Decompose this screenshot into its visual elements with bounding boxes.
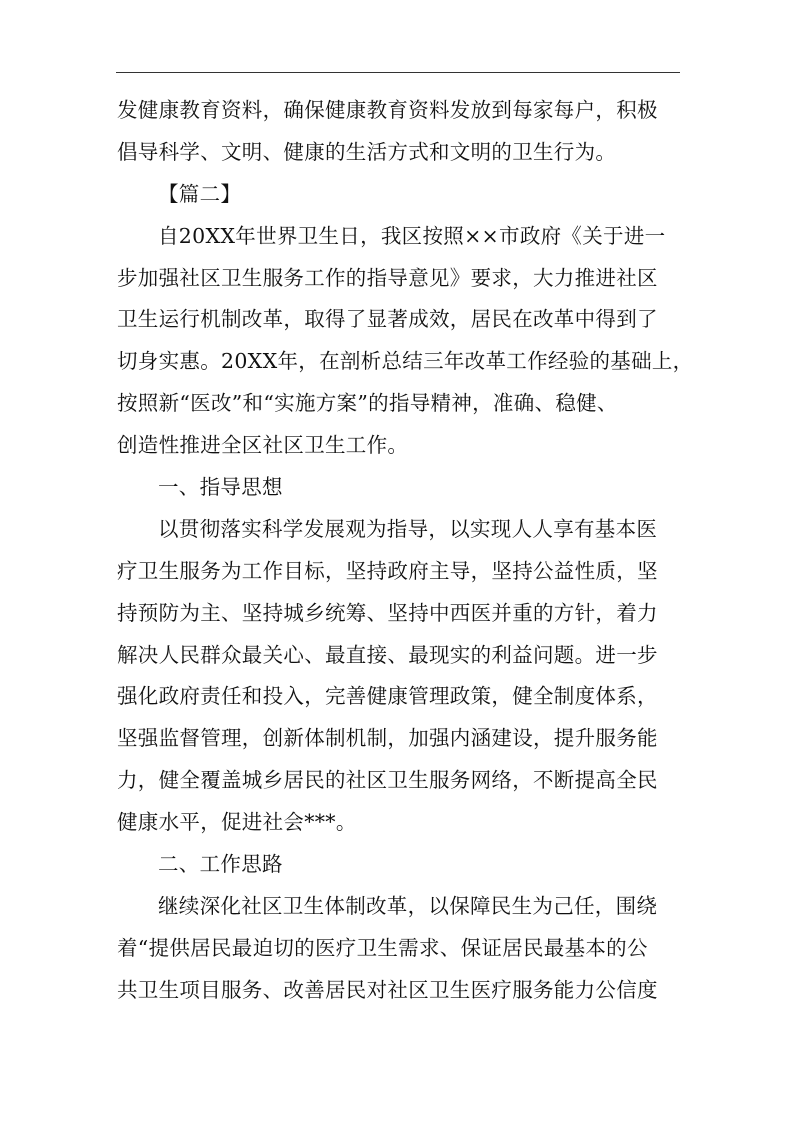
text-line: 卫生运行机制改革，取得了显著成效，居民在改革中得到了: [117, 307, 658, 332]
text-line: 力，健全覆盖城乡居民的社区卫生服务网络，不断提高全民: [117, 768, 658, 793]
text-line: 二、工作思路: [158, 852, 283, 877]
text-line: 一、指导思想: [158, 475, 283, 500]
body-text: [117, 90, 694, 1012]
text-line: 以贯彻落实科学发展观为指导，以实现人人享有基本医: [158, 516, 658, 541]
text-line: 发健康教育资料，确保健康教育资料发放到每家每户，积极: [117, 98, 658, 122]
text-line: 继续深化社区卫生体制改革，以保障民生为己任，围绕: [158, 893, 658, 918]
text-line: 倡导科学、文明、健康的生活方式和文明的卫生行为。: [117, 139, 617, 164]
text-line: 解决人民群众最关心、最直接、最现实的利益问题。进一步: [117, 642, 658, 667]
text-line: 健康水平，促进社会***。: [117, 810, 357, 835]
text-line: 创造性推进全区社区卫生工作。: [117, 433, 409, 458]
text-line: 共卫生项目服务、改善居民对社区卫生医疗服务能力公信度: [117, 977, 658, 1002]
text-line: 强化政府责任和投入，完善健康管理政策，健全制度体系，: [117, 684, 658, 709]
text-line: 【篇二】: [158, 181, 242, 206]
header-rule: [116, 72, 680, 73]
text-line: 自20XX年世界卫生日，我区按照××市政府《关于进一: [158, 223, 666, 248]
text-line: 疗卫生服务为工作目标，坚持政府主导，坚持公益性质，坚: [117, 558, 658, 583]
text-line: 切身实惠。20XX年，在剖析总结三年改革工作经验的基础上，: [117, 349, 694, 374]
text-line: 按照新“医改”和“实施方案”的指导精神，准确、稳健、: [117, 391, 618, 416]
text-line: 持预防为主、坚持城乡统筹、坚持中西医并重的方针，着力: [117, 600, 658, 625]
text-line: 着“提供居民最迫切的医疗卫生需求、保证居民最基本的公: [117, 935, 648, 960]
text-line: 步加强社区卫生服务工作的指导意见》要求，大力推进社区: [117, 265, 658, 290]
text-line: 坚强监督管理，创新体制机制，加强内涵建设，提升服务能: [117, 726, 658, 751]
